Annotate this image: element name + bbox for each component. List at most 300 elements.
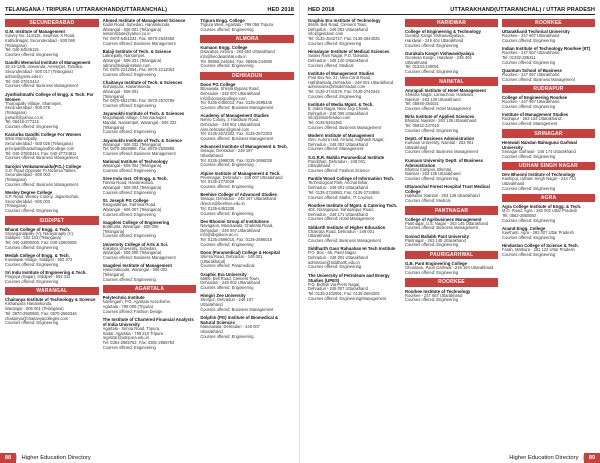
institute-name: Tripura Engg. College xyxy=(200,18,245,23)
entry-detail-line: chaitanya@chaitanyacolleges.com xyxy=(5,315,69,321)
entry-detail-line: Tel: 0870-2580880, Fax: 0870-2580346 xyxy=(5,310,77,316)
entry-detail-line: Tel: 0135-2698035, Fax: 0135-2698036 xyxy=(200,157,273,163)
entry-detail-line: Pantnagar, U.S. Nagar - 263 145 Uttarakhand xyxy=(405,220,489,226)
entry-detail-line: Bhimtal, Nainital - 263 136 Uttarakhand xyxy=(405,118,477,124)
directory-entry xyxy=(405,136,498,155)
entry-detail-line: info@imtdehradun.com xyxy=(308,115,351,121)
entry-detail-line: Courses offered: Management xyxy=(308,146,364,152)
right-header xyxy=(308,4,595,15)
entry-detail-line: Courses offered: Engineering xyxy=(200,333,254,339)
entry-detail-line: Agartala - 799 009 (Tripura) xyxy=(102,304,154,310)
institute-name: Deptt. of Business Administration xyxy=(405,135,475,141)
directory-entry xyxy=(200,293,294,312)
institute-name: G.B. Pant Engineering College xyxy=(405,261,468,267)
institute-name: Roorkee Institute of Mgmt. & Catering Tech. xyxy=(308,202,398,208)
entry-detail-line: Tel: 05946-284021 xyxy=(405,101,439,107)
entry-detail-line: (Telangana) xyxy=(5,110,27,115)
entry-detail-line: Navagaon, Manduwala, Chakrata Road, xyxy=(200,222,274,228)
entry-detail-line: Courses offered: Engineering xyxy=(502,185,556,191)
entry-detail-line: Tel: 0135-2741579, Fax: 0135-2740344 xyxy=(308,88,380,94)
entry-detail-line: Dwarahat, Almora - 263 653 Uttarakhand xyxy=(200,49,275,55)
left-column-3 xyxy=(200,18,294,453)
entry-detail-line: info@kecdwarahat.edu.in xyxy=(200,54,247,60)
directory-entry xyxy=(502,172,595,191)
institute-name: Medak College of Engg. & Tech. xyxy=(5,253,70,259)
entry-detail-line: Courses offered: Engineering xyxy=(405,242,459,248)
entry-detail-line: Tel: 040-64546115 xyxy=(5,47,39,53)
entry-detail-line: admin@balajiinstitute.com xyxy=(102,62,151,68)
entry-detail-line: Dehradun - 248 001 Uttarakhand xyxy=(200,121,261,127)
entry-detail-line: Dehradun - 248 007 Uttarakhand xyxy=(200,90,261,96)
directory-entry xyxy=(405,289,498,303)
directory-entry xyxy=(103,242,197,261)
entry-detail-line: Roorkee - 247 667 Uttarakhand xyxy=(502,33,560,39)
entry-detail-line: Courses offered: Engineering xyxy=(200,285,254,291)
entry-detail-line: Tel: 0135-6454482 xyxy=(308,120,342,126)
entry-detail-line: Tel: 0135-2734983, Fax: 0135-2734994 xyxy=(308,189,380,195)
entry-detail-line: Courses offered: Business Management xyxy=(405,149,478,155)
directory-entry xyxy=(502,29,595,43)
entry-detail-line: Sadar, Agartala - 799 210 Tripura xyxy=(102,330,163,336)
entry-detail-line: Kishanpura Hanamkonda, xyxy=(5,301,53,307)
entry-detail-line: Courses offered: Hotel Management xyxy=(308,216,374,222)
entry-detail-line: Courses offered: Engineering xyxy=(200,241,254,247)
directory-entry xyxy=(103,317,197,351)
section-heading: AGARTALA xyxy=(103,285,197,293)
directory-entry xyxy=(200,144,294,168)
institute-name: Himalayan Institute of Medical Sciences xyxy=(308,49,390,55)
institute-name: Jayamukhi Institute of Tech. & Science xyxy=(102,137,182,143)
directory-entry xyxy=(5,270,99,284)
entry-detail-line: (Telangana) xyxy=(102,228,125,234)
entry-detail-line: (Telangana) xyxy=(102,93,125,99)
entry-detail-line: Courses offered: Engineering xyxy=(308,264,362,270)
section-heading: PAURIGARHWAL xyxy=(405,251,498,259)
left-header xyxy=(5,4,294,15)
entry-detail-line: Courses offered: Business Management xyxy=(502,76,575,82)
entry-detail-line: Courses offered: Engineering xyxy=(102,276,156,282)
institute-name: Birla Institute of Applied Sciences xyxy=(405,114,475,120)
directory-entry xyxy=(405,234,498,248)
entry-detail-line: admin@gmim.edu.in xyxy=(5,73,43,79)
entry-detail-line: Courses offered: Engineering xyxy=(405,42,459,48)
institute-name: Himgiri Zee University xyxy=(200,293,246,299)
section-heading: HARIDWAR xyxy=(405,19,498,27)
entry-detail-line: Agartala - Simna Road, Tripura, xyxy=(102,326,161,332)
entry-detail-line: Courses offered: Paramedical xyxy=(200,263,255,269)
right-column-3 xyxy=(502,18,595,453)
entry-detail-line: jcetwdr@yahoo.co.in xyxy=(5,114,44,120)
entry-detail-line: Dehradun - 248 002 Uttarakhand xyxy=(308,26,368,32)
left-page-number: 88 xyxy=(0,453,16,463)
entry-detail-line: Thurpupally Village, Shamirpet, xyxy=(5,100,62,106)
directory-entry xyxy=(5,29,99,58)
entry-detail-line: Uttarakhand xyxy=(502,180,525,186)
directory-entry xyxy=(200,171,294,190)
entry-detail-line: Roorkee - 247 667 Uttarakhand xyxy=(502,72,560,78)
entry-detail-line: Courses offered: Engineering xyxy=(102,233,156,239)
entry-detail-line: Courses offered: Engineering xyxy=(102,168,156,174)
left-column-1 xyxy=(5,18,99,453)
entry-detail-line: Courses offered: Engineering xyxy=(200,184,254,190)
entry-detail-line: principal@kasturbagandhicollege.com xyxy=(5,145,75,151)
directory-entry xyxy=(308,133,401,152)
institute-name: Quantum School of Business xyxy=(502,68,562,74)
directory-entry xyxy=(5,297,99,326)
entry-detail-line: Tel: 0135-2672302, Fax: 0135-2672303 xyxy=(200,131,273,137)
entry-detail-line: Warangal - 506 001 (Telangana) xyxy=(5,306,64,312)
institute-name: Institute of Management Studies xyxy=(502,112,569,118)
directory-entry xyxy=(405,184,498,203)
entry-detail-line: Courses offered: Business Management xyxy=(5,155,78,161)
entry-detail-line: Warangal - 506 007 (Telangana) xyxy=(102,206,162,212)
entry-detail-line: Post Box No. 21, New Cantt Road, xyxy=(308,74,372,80)
institute-name: Alpine Institute of Management & Tech. xyxy=(200,170,281,176)
entry-detail-line: 8, Indira Nagar, Near Jogi Chowk, xyxy=(308,105,370,111)
entry-detail-line: Courses offered: Hotel Management xyxy=(405,105,471,111)
entry-detail-line: Sherpur, Dehradun - 248 197 xyxy=(200,297,254,303)
entry-detail-line: Pandithari, Dehradun - 248 001 xyxy=(308,158,366,164)
directory-entry xyxy=(308,203,401,222)
entry-detail-line: Uttarakhand xyxy=(200,153,223,159)
entry-detail-line: Tel: 05966-244564, Fax: 05966-244580 xyxy=(200,58,273,64)
entry-detail-line: Sriranganalpally (V), Narayanaply (V), xyxy=(5,230,74,236)
directory-entry xyxy=(103,295,197,314)
entry-detail-line: Rangarakhan, Fathima Road, xyxy=(102,202,157,208)
entry-detail-line: Courses offered: Business Management xyxy=(102,151,176,157)
entry-detail-line: Tel: 0135-2642727, Fax: 0135-2644025 xyxy=(308,36,380,42)
directory-entry xyxy=(308,49,401,68)
entry-detail-line: Courses offered: Engineering xyxy=(200,63,254,69)
entry-detail-line: info@doonpgcollege.com xyxy=(200,95,247,101)
entry-detail-line: Chakrata Road, Dehradun - 248 001 xyxy=(308,228,375,234)
entry-detail-line: Kathidinagar, Secunderabad - 500 090 xyxy=(5,38,76,44)
entry-detail-line: Hathibarkala, Dehradun - 248 001 Uttarakhand xyxy=(308,79,394,85)
entry-detail-line: Tel: 0381-2865752, Fax: 0381-2865754 xyxy=(102,340,175,346)
entry-detail-line: Keetham, Agra - 282 007 Uttar Pradesh xyxy=(502,229,574,235)
entry-detail-line: Tel: 0135-6453339 xyxy=(200,205,235,211)
entry-detail-line: director@beehive.edu.in xyxy=(200,201,245,207)
directory-entry xyxy=(405,29,498,48)
directory-entry xyxy=(103,176,197,195)
entry-detail-line: Tel: 01332-285311 xyxy=(502,55,536,61)
right-header-edition: HED 2018 xyxy=(308,7,335,13)
entry-detail-line: S.D. Road Opposite To Nizamia Tables xyxy=(5,167,76,173)
entry-detail-line: Courses offered: Business Management xyxy=(405,225,478,231)
entry-detail-line: Dehradun - 248 002 Uttarakhand xyxy=(200,280,261,286)
entry-detail-line: Srinagar Garhwal - 246 174 Uttarakhand xyxy=(502,148,576,154)
institute-name: Graphic Era University xyxy=(200,271,247,277)
entry-detail-line: Nainital - 263 136 Uttarakhand xyxy=(405,171,461,177)
directory-entry xyxy=(200,219,294,248)
section-heading: SIDDIPET xyxy=(5,216,99,224)
entry-detail-line: Gurukul Kangri Vishwavidyalaya, xyxy=(405,33,465,39)
institute-name: Kumaun University Deptt. of Business Administration xyxy=(405,157,484,168)
directory-entry xyxy=(502,68,595,82)
entry-detail-line: Courses offered: Engineering xyxy=(405,127,459,133)
entry-detail-line: Uttarakhand xyxy=(200,302,223,308)
entry-detail-line: Tripura West, Agartala - 799 055 Tripura xyxy=(200,22,274,27)
institute-name: Doon (Paramedical) College & Hospital xyxy=(200,250,280,255)
entry-detail-line: Courses offered: Medical xyxy=(308,62,354,68)
entry-detail-line: Uttarakhand xyxy=(200,328,223,334)
entry-detail-line: Tel: 040-23800000, Fax: 040-23800005 xyxy=(5,240,77,246)
institute-name: Uttarakhand Technical University xyxy=(502,29,570,35)
entry-detail-line: Dehradun - 248 171 Uttarakhand xyxy=(308,211,368,217)
institute-name: Roorkee Institute of Technology xyxy=(405,288,471,294)
entry-detail-line: Uttarakhand xyxy=(308,233,331,239)
entry-detail-line: Tel: 0870-6451234, Fax: 0870-2544658 xyxy=(102,36,175,42)
institute-name: College of Engineering Roorkee xyxy=(502,95,568,101)
right-columns xyxy=(308,15,595,453)
institute-name: Siddharth Gaur Rahuahan Hi Tech Institute xyxy=(308,246,396,252)
directory-entry xyxy=(405,88,498,112)
entry-detail-line: Ghurdauri, Pauri Garhwal - 246 194 Uttarakhand xyxy=(405,265,494,271)
entry-detail-line: Warangal - 506 004 (Telangana) xyxy=(102,163,162,169)
entry-detail-line: Warangal - 506 331 (Telangana) xyxy=(102,57,162,63)
entry-detail-line: Courses offered: Engineering xyxy=(102,211,156,217)
left-columns xyxy=(5,15,294,453)
entry-detail-line: Courses offered: Engineering xyxy=(102,103,156,109)
institute-name: Academy of Management Studies xyxy=(200,113,269,119)
entry-detail-line: Warangal - 506 001 (Telangana) xyxy=(102,26,162,32)
entry-detail-line: Courses offered: Business Management xyxy=(5,83,78,89)
directory-entry xyxy=(200,113,294,142)
right-page xyxy=(300,0,600,463)
entry-detail-line: Roorkee - 247 667 Uttarakhand xyxy=(502,50,560,56)
entry-detail-line: Uttarakhand xyxy=(405,144,428,150)
entry-detail-line: 566/6, Bell Road, Clement Town, xyxy=(200,275,260,281)
entry-detail-line: Courses offered: Engineering xyxy=(502,234,556,240)
entry-detail-line: Tel: 0135-2773028 xyxy=(200,179,235,185)
institute-name: Wesley Degree College xyxy=(5,189,53,195)
entry-detail-line: Dehradun - 248 001 Uttarakhand xyxy=(308,254,368,260)
entry-detail-line: Tel: 0135-2696016, Fax: 0135-2696018 xyxy=(200,237,273,242)
entry-detail-line: Courses offered: Engineering xyxy=(308,93,362,99)
entry-detail-line: Tel: 040-27800414, Fax: 040-27734811 xyxy=(5,150,77,156)
institute-name: Kasturba Gandhi College For Women xyxy=(5,132,82,138)
directory-entry xyxy=(5,190,99,214)
entry-detail-line: Courses offered: Business Management xyxy=(308,237,381,243)
entry-detail-line: P.O. Bidholi Via-Prem Nagar, xyxy=(308,281,361,287)
entry-detail-line: Courses offered: Engineering xyxy=(502,59,556,65)
directory-entry xyxy=(5,92,99,130)
institute-name: Institute of Media Mgmt. & Tech. xyxy=(308,101,374,107)
entry-detail-line: Tel: 01334-249091 xyxy=(405,64,439,70)
entry-detail-line: Tel: 0870-2212054, Fax: 0870-2212053 xyxy=(102,67,175,73)
institute-name: Dev Bhoomi Institute of Technology xyxy=(502,172,576,178)
directory-entry xyxy=(308,176,401,200)
institute-name: Vaagdevi College of Engineering xyxy=(102,219,170,225)
entry-detail-line: Nehru Colony, 2 Haridwar Road, xyxy=(200,117,260,123)
directory-entry xyxy=(200,272,294,291)
institute-name: Chaitanya Institute of Tech. & Sciences xyxy=(102,80,183,86)
section-heading: SECUNDERABAD xyxy=(5,19,99,27)
entry-detail-line: Courses offered: Business Management xyxy=(200,136,274,142)
entry-detail-line: Roorkee - 247 667 Uttarakhand xyxy=(502,99,560,105)
entry-detail-line: Courses offered: Engineering xyxy=(502,251,556,257)
entry-detail-line: Courses offered: Fashion Design xyxy=(102,308,163,314)
entry-detail-line: Courses offered: Management xyxy=(502,121,558,127)
entry-detail-line: Dehradun - 248 002 Uttarakhand xyxy=(308,141,368,147)
entry-detail-line: Survey No. 114/115, Seuman, X Road, xyxy=(5,33,76,39)
left-column-2 xyxy=(103,18,197,453)
directory-entry xyxy=(308,273,401,302)
directory-entry xyxy=(308,246,401,270)
directory-entry xyxy=(103,263,197,282)
right-footer-title: Higher Education Directory xyxy=(509,455,579,461)
directory-entry xyxy=(5,227,99,251)
institute-name: Advanced Institute of Management & Tech. xyxy=(200,144,288,150)
institute-name: Beehive College of Advanced Studies xyxy=(200,192,278,198)
institute-name: Gandhi Memorial Institute of Management xyxy=(5,60,91,66)
directory-entry xyxy=(200,315,294,339)
directory-entry xyxy=(103,18,197,47)
entry-detail-line: 566/6, Bell Road, Clement Town, xyxy=(308,22,368,27)
entry-detail-line: Courses offered: Engineering xyxy=(102,344,156,350)
institute-name: Bharat College of Engg. & Tech. xyxy=(5,226,71,232)
institute-name: Sarojini Venkatamnaidu(P.G.) College xyxy=(5,163,82,169)
directory-entry xyxy=(405,261,498,275)
entry-detail-line: Shimla Road, Dehradun - 248 001 xyxy=(200,254,263,259)
entry-detail-line: Uttarakhand xyxy=(308,163,331,169)
entry-detail-line: Kishanpura, Hanamkonda, xyxy=(102,84,152,90)
entry-detail-line: Courses offered: Engineering xyxy=(502,153,556,159)
section-heading: ROORKEE xyxy=(405,278,498,286)
directory-entry xyxy=(502,140,595,159)
directory-entry xyxy=(405,158,498,182)
institute-name: St. Joseph PG College xyxy=(102,198,149,204)
left-footer xyxy=(0,453,300,463)
entry-detail-line: Swami Ram Nagar, P.O. Doiwala, xyxy=(308,53,369,59)
entry-detail-line: Narsingarh, P.O. Agartala Aerodrome, xyxy=(102,299,172,305)
institute-name: Jayamukhi Institute of Tech. & Sciences xyxy=(102,111,185,117)
institute-name: G.M. Institute of Management xyxy=(5,29,65,35)
entry-detail-line: Tel: 0135-6450012, Fax: 0135-2695445 xyxy=(200,100,273,106)
entry-detail-line: Secunderabad - 500 026 (Telangana) xyxy=(5,141,73,147)
left-footer-separator: | xyxy=(16,455,18,461)
institute-name: Doon PG College xyxy=(200,82,236,88)
section-heading: SRINAGAR xyxy=(502,129,595,137)
entry-detail-line: Dehradun - 248 007 Uttarakhand xyxy=(200,227,261,233)
institute-name: Modern Institute of Management xyxy=(308,133,375,139)
entry-detail-line: Tel: 08418-277315 xyxy=(5,119,39,125)
institute-name: Ahmed Institute of Management Science xyxy=(102,18,186,23)
directory-entry xyxy=(502,243,595,257)
entry-detail-line: (Telangana) xyxy=(102,124,125,130)
directory-entry xyxy=(5,60,99,89)
directory-entry xyxy=(502,226,595,240)
directory-entry xyxy=(405,217,498,231)
directory-entry xyxy=(405,51,498,75)
directory-entry xyxy=(502,46,595,65)
directory-entry xyxy=(308,102,401,131)
entry-detail-line: Courses offered: Engineering xyxy=(200,210,254,216)
entry-detail-line: Courses offered: Engineering xyxy=(102,189,156,195)
directory-entry xyxy=(200,82,294,111)
institute-name: Dolphin (PG) Institute of Biomedical & Natural Sciences xyxy=(200,315,279,326)
directory-entry xyxy=(200,45,294,69)
entry-detail-line: Courses offered: Business Management xyxy=(102,254,176,260)
entry-detail-line: Courses offered: Engineering xyxy=(405,297,459,303)
entry-detail-line: Mogullapalli Village, Chennaraopet xyxy=(102,115,166,121)
right-column-2 xyxy=(405,18,498,453)
entry-detail-line: Courses offered: Engineering xyxy=(405,69,459,75)
institute-name: The Institute of Chartered Financial Analysts of India University xyxy=(102,317,194,328)
entry-detail-line: Roorkee - 247 667 Uttarakhand xyxy=(405,292,463,298)
entry-detail-line: Haldwani, Nainital - 263 139 Uttarakhand xyxy=(405,193,480,199)
entry-detail-line: Dehradun - 248 001 Uttarakhand xyxy=(308,185,368,191)
entry-detail-line: Courses offered: Engineering xyxy=(5,261,59,267)
entry-detail-line: 16-13-12/B, Jeevanda, Ameerpet, Tarnaka, xyxy=(5,64,83,70)
directory-entry xyxy=(103,80,197,109)
entry-detail-line: Courses offered: Engineering xyxy=(405,269,459,275)
entry-detail-line: Courses offered: Engineering xyxy=(200,26,254,32)
right-header-region: UTTARAKHAND(UTTARANCHAL) / UTTAR PRADESH xyxy=(450,7,595,13)
institute-name: Sri Indu Institute of Engineering & Tech. xyxy=(5,270,87,276)
section-heading: ROORKEE xyxy=(502,19,595,27)
right-footer xyxy=(300,453,600,463)
entry-detail-line: Fatima Road, Hanamkonda, xyxy=(102,180,154,186)
directory-entry xyxy=(103,49,197,78)
institute-name: Pantile Wood College of Information Tech. xyxy=(308,176,395,182)
entry-detail-line: info@geitdoon.com xyxy=(308,31,344,37)
entry-detail-line: Courses offered: Engineering xyxy=(502,217,556,223)
institute-name: Graphic Era Institute of Technology xyxy=(308,18,381,23)
institute-name: Indian Institute of Technology Roorkee (IIT) xyxy=(502,46,591,52)
directory-entry xyxy=(502,112,595,126)
entry-detail-line: Kashipur, Udham Singh Nagar - 244 713 xyxy=(502,176,576,182)
right-column-1 xyxy=(308,18,401,453)
entry-detail-line: Siddipet - 502 103 (Telangana) xyxy=(5,235,61,241)
entry-detail-line: Pantnagar - 263 145 Uttarakhand xyxy=(405,237,466,243)
institute-name: Anand Engg. College xyxy=(502,225,546,231)
entry-detail-line: (Telangana) xyxy=(5,203,27,209)
entry-detail-line: Kondapak Village, Siddipet - 502 372 xyxy=(5,257,73,263)
entry-detail-line: Tel: 05942-247019 xyxy=(405,122,439,128)
entry-detail-line: Selaqui, Dehradun - 248 197 xyxy=(200,148,253,154)
directory-entry xyxy=(5,164,99,188)
entry-detail-line: Tel: 040-27010444 xyxy=(5,78,39,84)
entry-detail-line: Warangal - 506 004 (Telangana) xyxy=(102,185,162,191)
directory-entry xyxy=(308,155,401,174)
entry-detail-line: Gurukula Kangri, Haridwar - 249 404 xyxy=(405,55,472,61)
entry-detail-line: Premnagar, Dehradun - 248 007 Uttarakhand xyxy=(200,174,283,180)
directory-entry xyxy=(308,18,401,47)
entry-detail-line: Courses offered: Engineering xyxy=(102,129,156,135)
directory-entry xyxy=(502,204,595,223)
institute-name: College of Engineering & Technology xyxy=(405,29,482,35)
institute-name: Gurukula Kangri Vishwavidyalaya xyxy=(405,51,474,57)
entry-detail-line: Kadiri Road, Subedari, Hanamkonda, xyxy=(102,22,171,27)
section-heading: PANTNAGAR xyxy=(405,206,498,214)
entry-detail-line: 402, Niranjanpur, Saharanpur Road, xyxy=(308,206,374,212)
institute-name: College of Agribusiness Management xyxy=(405,216,482,222)
entry-detail-line: Courses offered: Engineering xyxy=(5,278,59,284)
entry-detail-line: Secunderabad - 500 003 xyxy=(5,198,51,204)
entry-detail-line: Technological Park, Anchal Bihar, xyxy=(308,180,369,186)
section-heading: DEHRADUN xyxy=(200,72,294,80)
entry-detail-line: Tel: 0870-2528888, Fax: 0870-2528888 xyxy=(102,146,175,152)
entry-detail-line: Warangal - 506 009 (Telangana) xyxy=(102,250,162,256)
directory-entry xyxy=(103,220,197,239)
left-header-edition: HED 2018 xyxy=(267,7,294,13)
entry-detail-line: Courses offered: Maths, IT Courses xyxy=(308,194,373,200)
directory-entry xyxy=(103,138,197,157)
directory-entry xyxy=(5,253,99,267)
entry-detail-line: (Uttarakhand) xyxy=(200,258,226,264)
entry-detail-line: Manduwala, Dehradun - 248 007 xyxy=(200,324,260,330)
